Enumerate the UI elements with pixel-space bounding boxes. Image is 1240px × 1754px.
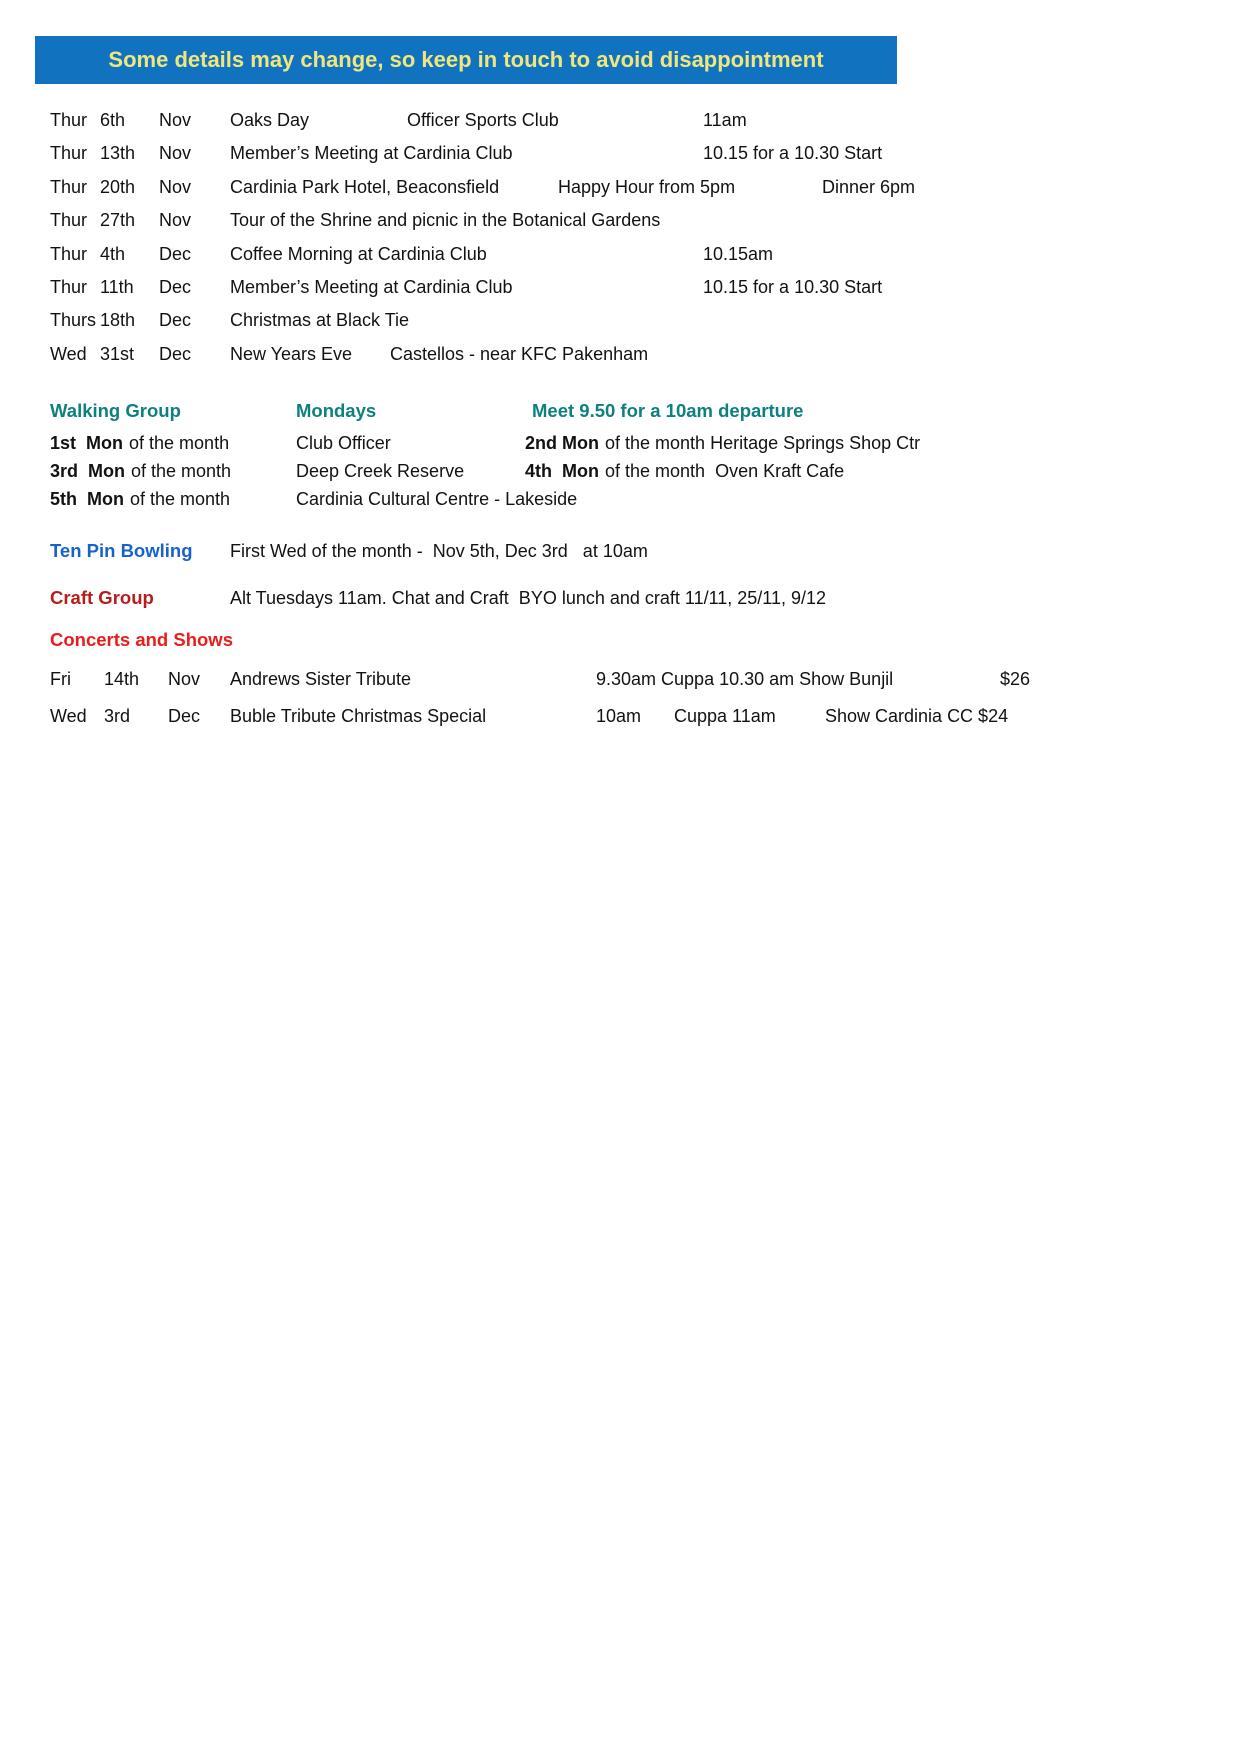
concert-month: Nov	[168, 669, 201, 689]
craft-group-details: Alt Tuesdays 11am. Chat and Craft BYO lunch and craft 11/11, 25/11, 9/12	[230, 588, 827, 608]
event-month: Nov	[159, 177, 192, 197]
event-title: Coffee Morning at Cardinia Club	[230, 244, 487, 264]
concert-day: Fri	[50, 669, 71, 689]
walking-group-title: Walking Group	[50, 400, 181, 421]
concert-row	[0, 662, 1240, 696]
walking-week-2	[525, 457, 844, 485]
event-row	[0, 136, 1240, 170]
ten-pin-bowling-title: Ten Pin Bowling	[50, 540, 193, 561]
event-date: 18th	[100, 310, 136, 330]
walking-location: Cardinia Cultural Centre - Lakeside	[296, 489, 578, 509]
event-month: Dec	[159, 344, 192, 364]
concert-row	[0, 699, 1240, 733]
event-title: Christmas at Black Tie	[230, 310, 410, 330]
concert-times: 9.30am Cuppa 10.30 am Show Bunjil	[596, 669, 894, 689]
walking-group-meet: Meet 9.50 for a 10am departure	[532, 400, 804, 421]
event-row	[0, 170, 1240, 204]
event-time: 10.15am	[703, 244, 774, 264]
event-row	[0, 270, 1240, 304]
walking-text: of the month	[130, 489, 231, 509]
event-time: 11am	[703, 110, 747, 130]
event-date: 13th	[100, 143, 136, 163]
walking-ordinal: 4th Mon	[525, 461, 599, 481]
ten-pin-bowling-section	[0, 536, 1240, 566]
walking-ordinal: 1st Mon	[50, 433, 124, 453]
walking-text: of the month Heritage Springs Shop Ctr	[605, 433, 921, 453]
event-day: Thur	[50, 210, 88, 230]
event-time: 10.15 for a 10.30 Start	[703, 143, 883, 163]
event-title: New Years Eve	[230, 344, 353, 364]
walking-text: of the month	[131, 461, 232, 481]
event-day: Thur	[50, 244, 88, 264]
event-month: Nov	[159, 210, 192, 230]
concert-time: 10am	[596, 706, 642, 726]
walking-week-1	[50, 457, 231, 485]
event-date: 6th	[100, 110, 126, 130]
event-date: 20th	[100, 177, 136, 197]
concerts-heading-row	[0, 625, 1240, 655]
event-date: 31st	[100, 344, 135, 364]
event-day: Thurs	[50, 310, 97, 330]
event-day: Thur	[50, 110, 88, 130]
event-day: Wed	[50, 344, 87, 364]
walking-group-header	[0, 396, 1240, 426]
event-venue: Officer Sports Club	[407, 110, 559, 130]
concert-venue-price: Show Cardinia CC $24	[825, 706, 1009, 726]
event-row	[0, 337, 1240, 371]
event-row	[0, 303, 1240, 337]
event-date: 4th	[100, 244, 126, 264]
event-date: 11th	[100, 277, 134, 297]
event-title: Member’s Meeting at Cardinia Club	[230, 143, 513, 163]
concert-month: Dec	[168, 706, 201, 726]
event-day: Thur	[50, 177, 88, 197]
walking-group-day: Mondays	[296, 400, 377, 421]
walking-text: of the month Oven Kraft Cafe	[605, 461, 845, 481]
walking-ordinal: 3rd Mon	[50, 461, 125, 481]
walking-week-2	[525, 429, 920, 457]
walking-ordinal: 5th Mon	[50, 489, 124, 509]
event-title: Oaks Day	[230, 110, 310, 130]
event-title: Tour of the Shrine and picnic in the Botanical Gardens	[230, 210, 661, 230]
walking-row	[0, 429, 1240, 457]
craft-group-title: Craft Group	[50, 587, 154, 608]
event-detail: Happy Hour from 5pm	[558, 177, 736, 197]
event-time: 10.15 for a 10.30 Start	[703, 277, 883, 297]
event-month: Dec	[159, 244, 192, 264]
event-venue: Castellos - near KFC Pakenham	[390, 344, 649, 364]
concert-date: 14th	[104, 669, 140, 689]
craft-group-section	[0, 583, 1240, 613]
concert-date: 3rd	[104, 706, 131, 726]
event-month: Nov	[159, 143, 192, 163]
event-month: Dec	[159, 310, 192, 330]
notice-banner	[35, 36, 897, 84]
concert-price: $26	[1000, 669, 1031, 689]
walking-text: of the month	[129, 433, 230, 453]
walking-week-1	[50, 485, 230, 513]
walking-week-1	[50, 429, 229, 457]
walking-ordinal: 2nd Mon	[525, 433, 599, 453]
event-row	[0, 203, 1240, 237]
walking-location: Deep Creek Reserve	[296, 461, 465, 481]
walking-location: Club Officer	[296, 433, 391, 453]
event-title: Member’s Meeting at Cardinia Club	[230, 277, 513, 297]
event-row	[0, 237, 1240, 271]
event-day: Thur	[50, 143, 88, 163]
walking-row	[0, 457, 1240, 485]
concert-title: Andrews Sister Tribute	[230, 669, 412, 689]
event-row	[0, 103, 1240, 137]
concerts-title: Concerts and Shows	[50, 629, 233, 650]
concert-cuppa: Cuppa 11am	[674, 706, 776, 726]
event-title: Cardinia Park Hotel, Beaconsfield	[230, 177, 500, 197]
walking-row	[0, 485, 1240, 513]
concert-title: Buble Tribute Christmas Special	[230, 706, 487, 726]
event-month: Nov	[159, 110, 192, 130]
notice-banner-text: Some details may change, so keep in touch to avoid disappointment	[108, 47, 824, 72]
concert-day: Wed	[50, 706, 87, 726]
ten-pin-bowling-details: First Wed of the month - Nov 5th, Dec 3rd at 10am	[230, 541, 648, 561]
event-date: 27th	[100, 210, 136, 230]
event-day: Thur	[50, 277, 88, 297]
event-extra: Dinner 6pm	[822, 177, 916, 197]
event-month: Dec	[159, 277, 192, 297]
